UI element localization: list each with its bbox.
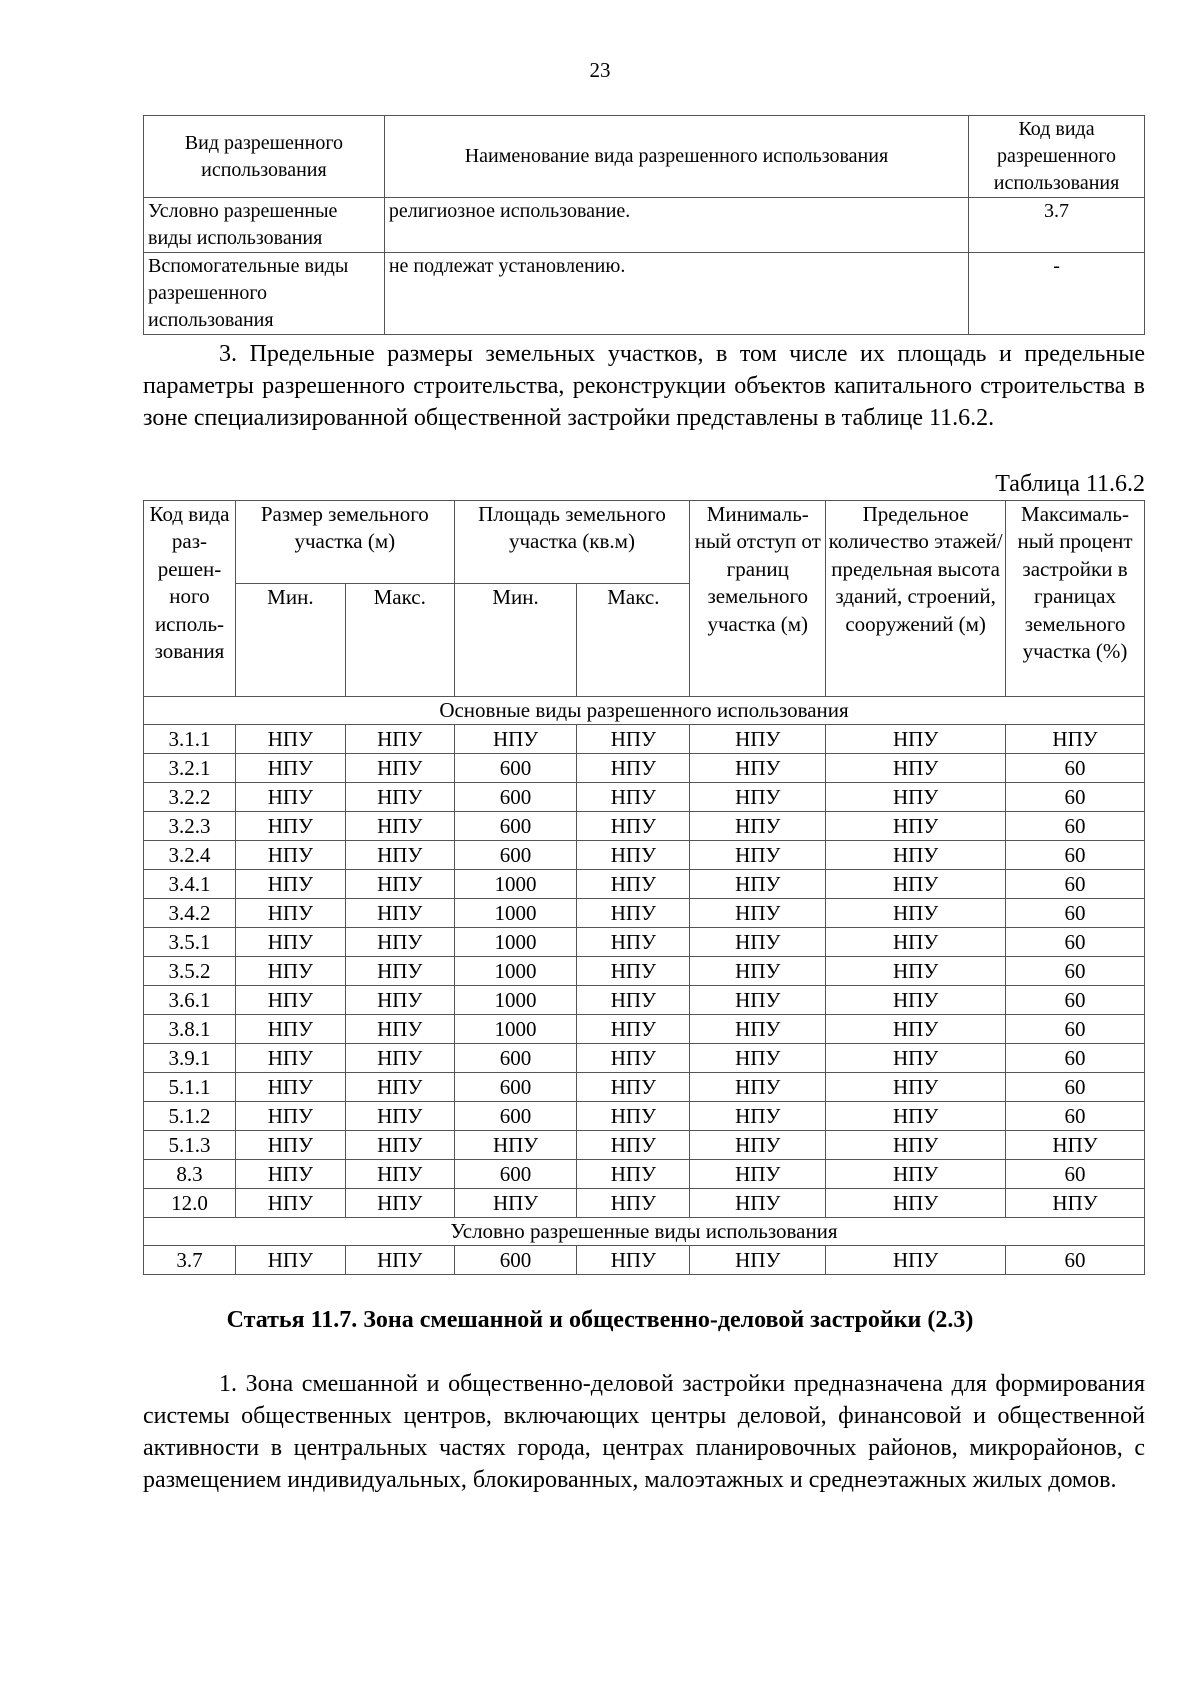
table1-cell-use-type: Вспомогательные виды разрешенного использования [144,253,385,335]
table-cell: НПУ [577,1073,690,1102]
table-cell: 600 [454,1044,577,1073]
table-cell: НПУ [345,1160,454,1189]
table-cell: НПУ [826,957,1006,986]
table2-header-code: Код вида раз-решен-ного исполь-зования [144,501,236,697]
table-cell: 3.2.4 [144,841,236,870]
table-cell: НПУ [345,1189,454,1218]
table-cell: 3.9.1 [144,1044,236,1073]
table2-subheader-max: Макс. [345,584,454,697]
table-cell: 60 [1006,899,1145,928]
table-cell: 1000 [454,957,577,986]
table-row [144,1044,1145,1073]
table-row [144,725,1145,754]
table2-subheader-min: Мин. [454,584,577,697]
table-cell: НПУ [826,754,1006,783]
table-cell: 60 [1006,754,1145,783]
table-cell: НПУ [826,783,1006,812]
table-cell: НПУ [577,1160,690,1189]
table1-header-use-type: Вид разрешенного использования [144,116,385,198]
table-cell: НПУ [235,1160,345,1189]
table1-cell-use-code: 3.7 [969,198,1145,253]
table-cell: НПУ [577,928,690,957]
table-cell: 600 [454,1102,577,1131]
table-row [144,1160,1145,1189]
table-cell: 600 [454,783,577,812]
table-cell: 12.0 [144,1189,236,1218]
table-cell: НПУ [235,1044,345,1073]
table-cell: НПУ [454,1131,577,1160]
table-cell: 60 [1006,1044,1145,1073]
table-cell: НПУ [826,1015,1006,1044]
table2-header-min-offset: Минималь-ный отступ от границ земельного участка (м) [690,501,826,697]
table-cell: НПУ [826,1044,1006,1073]
table2-header-plot-area: Площадь земельного участка (кв.м) [454,501,690,584]
table-cell: 8.3 [144,1160,236,1189]
table-section-row [144,1218,1145,1246]
table-cell: 60 [1006,841,1145,870]
table-cell: НПУ [345,986,454,1015]
table-cell: 60 [1006,1160,1145,1189]
table-cell: НПУ [1006,1131,1145,1160]
table-cell: 3.6.1 [144,986,236,1015]
table-cell: НПУ [690,783,826,812]
table-row [144,1246,1145,1275]
table-cell: 60 [1006,1015,1145,1044]
table-row [144,957,1145,986]
section-label: Основные виды разрешенного использования [144,697,1145,725]
table-cell: 600 [454,754,577,783]
table-caption: Таблица 11.6.2 [995,471,1145,497]
table-cell: 60 [1006,1073,1145,1102]
table-row [144,899,1145,928]
table-cell: 1000 [454,928,577,957]
table-row [144,754,1145,783]
table-cell: 3.4.1 [144,870,236,899]
table-cell: НПУ [345,1131,454,1160]
parameters-table [143,500,1145,1275]
table-cell: НПУ [690,899,826,928]
table-row [144,198,1145,253]
table-cell: НПУ [690,1102,826,1131]
table-cell: НПУ [235,841,345,870]
table-cell: НПУ [826,1160,1006,1189]
table-cell: 60 [1006,783,1145,812]
table-cell: НПУ [235,986,345,1015]
table-row [144,783,1145,812]
table-cell: НПУ [345,754,454,783]
table-cell: 600 [454,1073,577,1102]
table-cell: НПУ [577,986,690,1015]
table2-header-floors: Предельное количество этажей/ предельная высота зданий, строений, сооружений (м) [826,501,1006,697]
table-cell: НПУ [826,725,1006,754]
table-cell: НПУ [345,783,454,812]
table1-header-use-code: Код вида разрешенного использования [969,116,1145,198]
article-heading: Статья 11.7. Зона смешанной и общественно-деловой застройки (2.3) [226,1307,974,1333]
table-cell: НПУ [235,1246,345,1275]
table-cell: НПУ [577,957,690,986]
table-cell: 600 [454,812,577,841]
table-cell: НПУ [345,1102,454,1131]
table-cell: НПУ [690,957,826,986]
table-cell: 3.8.1 [144,1015,236,1044]
table-cell: НПУ [577,1044,690,1073]
table-cell: 600 [454,1246,577,1275]
table-cell: НПУ [826,1189,1006,1218]
table-cell: 3.5.1 [144,928,236,957]
table-cell: НПУ [577,1246,690,1275]
table-row [144,1189,1145,1218]
table-cell: НПУ [690,725,826,754]
table-cell: НПУ [690,1131,826,1160]
table-cell: 3.2.1 [144,754,236,783]
table-cell: 60 [1006,870,1145,899]
table-cell: НПУ [577,1102,690,1131]
table-cell: НПУ [826,812,1006,841]
permitted-use-table [143,115,1145,335]
table-cell: НПУ [577,899,690,928]
table-cell: НПУ [826,1073,1006,1102]
table-cell: НПУ [577,1189,690,1218]
table1-cell-use-name: не подлежат установлению. [384,253,968,335]
page-number: 23 [589,58,611,82]
table-cell: 600 [454,841,577,870]
table-cell: 3.4.2 [144,899,236,928]
table1-cell-use-name: религиозное использование. [384,198,968,253]
table-cell: НПУ [577,783,690,812]
table-row [144,928,1145,957]
table-cell: НПУ [345,1246,454,1275]
table-cell: 60 [1006,1102,1145,1131]
table1-cell-use-code: - [969,253,1145,335]
table-cell: НПУ [577,1015,690,1044]
table1-cell-use-type: Условно разрешенные виды использования [144,198,385,253]
table2-subheader-min: Мин. [235,584,345,697]
table-cell: НПУ [345,1044,454,1073]
paragraph-3: 3. Предельные размеры земельных участков, в том числе их площадь и предельные параметры разрешенного строительства, реконструкции объектов капитального строительства в зоне специализированной общественной застройки представлены в таблице 11.6.2. [143,341,1145,431]
table-row [144,1131,1145,1160]
table-cell: 1000 [454,986,577,1015]
table-cell: НПУ [577,754,690,783]
table-row [144,841,1145,870]
table-cell: НПУ [577,725,690,754]
table-cell: НПУ [345,812,454,841]
table-cell: НПУ [690,1160,826,1189]
table-cell: 5.1.2 [144,1102,236,1131]
table-cell: 60 [1006,812,1145,841]
table-cell: НПУ [577,841,690,870]
table-cell: НПУ [690,1015,826,1044]
table-row [144,1015,1145,1044]
table-cell: НПУ [577,870,690,899]
table-cell: НПУ [690,754,826,783]
table-cell: 600 [454,1160,577,1189]
table-cell: НПУ [826,986,1006,1015]
table-cell: НПУ [235,957,345,986]
table-cell: НПУ [235,1189,345,1218]
table-cell: НПУ [690,928,826,957]
table-cell: 60 [1006,928,1145,957]
table-cell: 5.1.3 [144,1131,236,1160]
table-cell: НПУ [345,870,454,899]
paragraph-1: 1. Зона смешанной и общественно-деловой застройки предназначена для формирования системы общественных центров, включающих центры деловой, финансовой и общественной активности в центральных частях города, центрах планировочных районов, микрорайонов, с размещением индивидуальных, блокированных, малоэтажных и среднеэтажных жилых домов. [143,1371,1145,1493]
table-cell: НПУ [690,870,826,899]
table-cell: 3.1.1 [144,725,236,754]
table-cell: НПУ [235,928,345,957]
table2-subheader-max: Макс. [577,584,690,697]
table-cell: НПУ [235,899,345,928]
table-cell: 60 [1006,986,1145,1015]
table-row [144,812,1145,841]
table-cell: НПУ [1006,1189,1145,1218]
table-cell: НПУ [690,841,826,870]
table-cell: НПУ [826,899,1006,928]
table-cell: НПУ [826,1102,1006,1131]
table2-header-row [144,501,1145,584]
table-cell: 3.7 [144,1246,236,1275]
table-section-row [144,697,1145,725]
section-label: Условно разрешенные виды использования [144,1218,1145,1246]
table-cell: НПУ [690,1246,826,1275]
table-row [144,870,1145,899]
table-cell: НПУ [690,1044,826,1073]
table1-header-use-name: Наименование вида разрешенного использования [384,116,968,198]
table-cell: НПУ [235,812,345,841]
table-cell: 3.2.2 [144,783,236,812]
table-cell: НПУ [235,783,345,812]
table-cell: НПУ [690,986,826,1015]
table-cell: НПУ [235,1131,345,1160]
table-cell: НПУ [690,812,826,841]
table-cell: НПУ [345,899,454,928]
table-cell: НПУ [826,1246,1006,1275]
table-cell: НПУ [826,928,1006,957]
table-cell: НПУ [690,1189,826,1218]
table-cell: НПУ [235,754,345,783]
table-cell: НПУ [345,1015,454,1044]
table1-header-row [144,116,1145,198]
table-cell: НПУ [826,1131,1006,1160]
table2-header-max-percent: Максималь-ный процент застройки в границах земельного участка (%) [1006,501,1145,697]
table-cell: 60 [1006,1246,1145,1275]
table-cell: 1000 [454,870,577,899]
table-cell: 3.2.3 [144,812,236,841]
table-cell: 5.1.1 [144,1073,236,1102]
table2-header-plot-size: Размер земельного участка (м) [235,501,454,584]
table-cell: НПУ [235,1073,345,1102]
table-cell: НПУ [235,870,345,899]
table-cell: НПУ [235,1015,345,1044]
table-cell: 3.5.2 [144,957,236,986]
table-cell: НПУ [826,841,1006,870]
table-cell: 1000 [454,899,577,928]
table-cell: НПУ [345,725,454,754]
table-cell: НПУ [690,1073,826,1102]
table-cell: НПУ [345,1073,454,1102]
table-row [144,986,1145,1015]
table-cell: НПУ [826,870,1006,899]
table-cell: НПУ [235,725,345,754]
table-cell: НПУ [454,1189,577,1218]
table-cell: НПУ [577,1131,690,1160]
table-row [144,1102,1145,1131]
table-cell: НПУ [345,957,454,986]
table-row [144,1073,1145,1102]
table-cell: НПУ [454,725,577,754]
table-cell: НПУ [577,812,690,841]
table-row [144,253,1145,335]
table-cell: НПУ [235,1102,345,1131]
table-cell: 60 [1006,957,1145,986]
table-cell: НПУ [1006,725,1145,754]
table-cell: 1000 [454,1015,577,1044]
table-cell: НПУ [345,841,454,870]
table-cell: НПУ [345,928,454,957]
